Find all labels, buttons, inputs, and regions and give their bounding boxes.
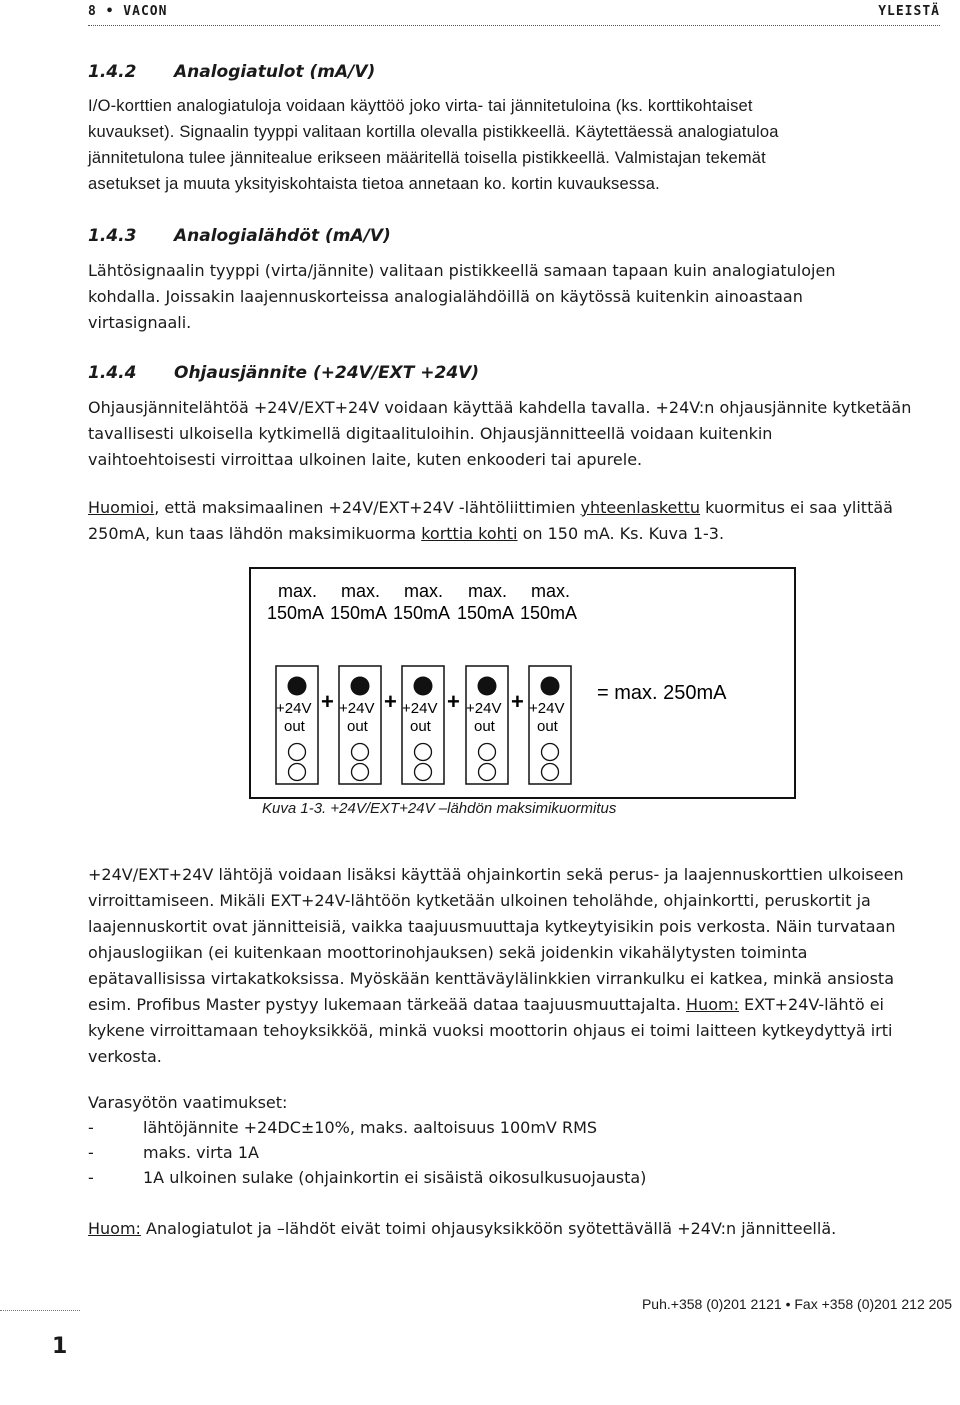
note-text: on 150 mA. Ks. Kuva 1-3. — [517, 524, 725, 543]
heading-1-4-3 — [88, 226, 391, 246]
terminal-pin-filled — [478, 677, 497, 696]
page-number-box — [0, 1310, 80, 1405]
header-right: YLEISTÄ — [878, 4, 940, 19]
terminal-block — [402, 666, 444, 784]
text-line — [88, 521, 958, 547]
list-item — [88, 1140, 646, 1165]
terminal-label: out — [410, 718, 431, 735]
text-line: virroittamiseen. Mikäli EXT+24V-lähtöön kytketään ulkoinen teholähde, ohjainkortti, peruskortit ja — [88, 891, 871, 910]
max-label: max. — [468, 581, 508, 601]
text-line: vaihtoehtoisesti virroittaa ulkoinen laite, kuten enkooderi tai apurele. — [88, 450, 643, 469]
text-line — [88, 992, 958, 1018]
terminal-pin-filled — [541, 677, 560, 696]
text-line: +24V/EXT+24V lähtöjä voidaan lisäksi käyttää ohjainkortin sekä perus- ja laajennuskorttien ulkoiseen — [88, 865, 904, 884]
text-line: Ohjausjännitelähtöä +24V/EXT+24V voidaan käyttää kahdella tavalla. +24V:n ohjausjännite kytketään — [88, 398, 912, 417]
list-title: Varasyötön vaatimukset: — [88, 1093, 288, 1112]
terminal-pin-empty — [352, 744, 369, 761]
terminal-pin-filled — [414, 677, 433, 696]
max-label: max. — [278, 581, 318, 601]
terminal-pin-filled — [351, 677, 370, 696]
terminal-pin-empty — [479, 744, 496, 761]
note-emphasis: Huom: — [88, 1219, 141, 1238]
terminal-block — [529, 666, 571, 784]
paragraph-analog-inputs — [88, 93, 958, 197]
current-label: 150mA — [267, 603, 325, 623]
total-load-label: = max. 250mA — [597, 682, 727, 704]
terminal-label: out — [347, 718, 368, 735]
text-line: ohjauslogiikan (ei kuitenkaan moottorinohjauksen) sekä joidenkin vikahälytysten toiminta — [88, 943, 808, 962]
figure-caption: Kuva 1-3. +24V/EXT+24V –lähdön maksimikuormitus — [262, 800, 617, 817]
terminal-label: +24V — [276, 700, 312, 717]
list-dash: - — [88, 1118, 94, 1137]
text-line: I/O-korttien analogiatuloja voidaan käyttöö joko virta- tai jännitetuloina (ks. korttikohtaiset — [88, 97, 753, 115]
terminal-label: +24V — [466, 700, 502, 717]
terminal-pin-empty — [479, 764, 496, 781]
section-title: Ohjausjännite (+24V/EXT +24V) — [174, 363, 480, 383]
section-title: Analogiatulot (mA/V) — [174, 62, 376, 82]
current-label: 150mA — [520, 603, 578, 623]
note-text: kuormitus ei saa ylittää — [700, 498, 893, 517]
section-number: 1.4.2 — [88, 62, 137, 82]
current-label: 150mA — [457, 603, 515, 623]
note-emphasis: Huom: — [686, 995, 739, 1014]
note-emphasis: yhteenlaskettu — [580, 498, 701, 517]
heading-1-4-4 — [88, 363, 479, 383]
text-line: asetukset ja muuta yksityiskohtaista tietoa annetaan ko. kortin kuvauksessa. — [88, 175, 660, 193]
text-line: epätavallisissa virtakatkoksissa. Myöskään kenttäväylälinkkien virrankulku ei katkea, minkä ansiosta — [88, 969, 894, 988]
text-span: EXT+24V-lähtö ei — [738, 995, 884, 1014]
terminal-pin-empty — [415, 764, 432, 781]
plus-sign: + — [384, 689, 397, 714]
terminal-pin-empty — [542, 744, 559, 761]
list-item-text: lähtöjännite +24DC±10%, maks. aaltoisuus 100mV RMS — [143, 1118, 598, 1137]
terminal-diagram — [251, 569, 794, 797]
paragraph-final-note — [88, 1216, 958, 1242]
section-number: 1.4.4 — [88, 363, 137, 383]
figure-max-load — [249, 567, 796, 799]
terminal-label: out — [284, 718, 305, 735]
header-rule — [88, 25, 940, 26]
plus-sign: + — [447, 689, 460, 714]
paragraph-analog-outputs — [88, 258, 958, 336]
text-line: laajennuskortit ovat jännitteisiä, vaikka taajuusmuuttaja kytkeytyisikin pois verkosta. Näin turvataan — [88, 917, 896, 936]
list-dash: - — [88, 1143, 94, 1162]
header-left: 8 • VACON — [88, 4, 168, 19]
current-label: 150mA — [393, 603, 451, 623]
list-item-text: 1A ulkoinen sulake (ohjainkortin ei sisäistä oikosulkusuojausta) — [143, 1168, 647, 1187]
text-line: kuvaukset). Signaalin tyyppi valitaan kortilla olevalla pistikkeellä. Käytettäessä analogiatuloa — [88, 123, 779, 141]
page-number-rule — [0, 1310, 80, 1311]
text-line: Lähtösignaalin tyyppi (virta/jännite) valitaan pistikkeellä samaan tapaan kuin analogiatulojen — [88, 261, 836, 280]
text-line — [88, 495, 958, 521]
backup-supply-requirements — [88, 1090, 646, 1190]
terminal-label: +24V — [402, 700, 438, 717]
section-title: Analogialähdöt (mA/V) — [174, 226, 391, 246]
terminal-pin-empty — [352, 764, 369, 781]
page-number: 1 — [52, 1334, 68, 1359]
max-label: max. — [404, 581, 444, 601]
footer-contact: Puh.+358 (0)201 2121 • Fax +358 (0)201 212 205 — [641, 1296, 952, 1312]
terminal-block — [276, 666, 318, 784]
terminal-pin-empty — [289, 764, 306, 781]
terminal-label: out — [537, 718, 558, 735]
text-line: tavallisesti ulkoisella kytkimellä digitaalituloihin. Ohjausjännitteellä voidaan kuitenkin — [88, 424, 773, 443]
max-label: max. — [341, 581, 381, 601]
text-line: verkosta. — [88, 1047, 162, 1066]
note-text: Analogiatulot ja –lähdöt eivät toimi ohjausyksikköön syötettävällä +24V:n jännitteellä. — [140, 1219, 837, 1238]
max-label: max. — [531, 581, 571, 601]
terminal-pin-empty — [542, 764, 559, 781]
text-span: esim. Profibus Master pystyy lukemaan tärkeää dataa taajuusmuuttajalta. — [88, 995, 687, 1014]
current-label: 150mA — [330, 603, 388, 623]
terminal-label: +24V — [529, 700, 565, 717]
note-text: 250mA, kun taas lähdön maksimikuorma — [88, 524, 422, 543]
text-line: kohdalla. Joissakin laajennuskorteissa analogialähdöillä on käytössä kuitenkin ainoastaan — [88, 287, 803, 306]
list-dash: - — [88, 1168, 94, 1187]
plus-sign: + — [321, 689, 334, 714]
note-emphasis: Huomioi — [88, 498, 155, 517]
paragraph-control-voltage — [88, 395, 958, 473]
text-line: kykene virroittamaan tehoyksikköä, minkä vuoksi moottorin ohjaus ei toimi laitteen kytkeydyttyä irti — [88, 1021, 893, 1040]
note-emphasis: korttia kohti — [421, 524, 518, 543]
list-item-text: maks. virta 1A — [143, 1143, 259, 1162]
terminal-label: +24V — [339, 700, 375, 717]
paragraph-external-supply — [88, 862, 958, 1070]
terminal-block — [339, 666, 381, 784]
terminal-label: out — [474, 718, 495, 735]
heading-1-4-2 — [88, 62, 375, 82]
plus-sign: + — [511, 689, 524, 714]
terminal-pin-empty — [289, 744, 306, 761]
terminal-pin-empty — [415, 744, 432, 761]
page-header — [0, 0, 960, 26]
paragraph-note-max-load — [88, 495, 958, 547]
list-item — [88, 1165, 646, 1190]
section-number: 1.4.3 — [88, 226, 137, 246]
list-item — [88, 1115, 646, 1140]
note-text: , että maksimaalinen +24V/EXT+24V -lähtöliittimien — [154, 498, 581, 517]
terminal-block — [466, 666, 508, 784]
terminal-pin-filled — [288, 677, 307, 696]
text-line: jännitetulona tulee jännitealue erikseen määritellä toisella pistikkeellä. Valmistajan tekemät — [88, 149, 766, 167]
text-line: virtasignaali. — [88, 313, 192, 332]
